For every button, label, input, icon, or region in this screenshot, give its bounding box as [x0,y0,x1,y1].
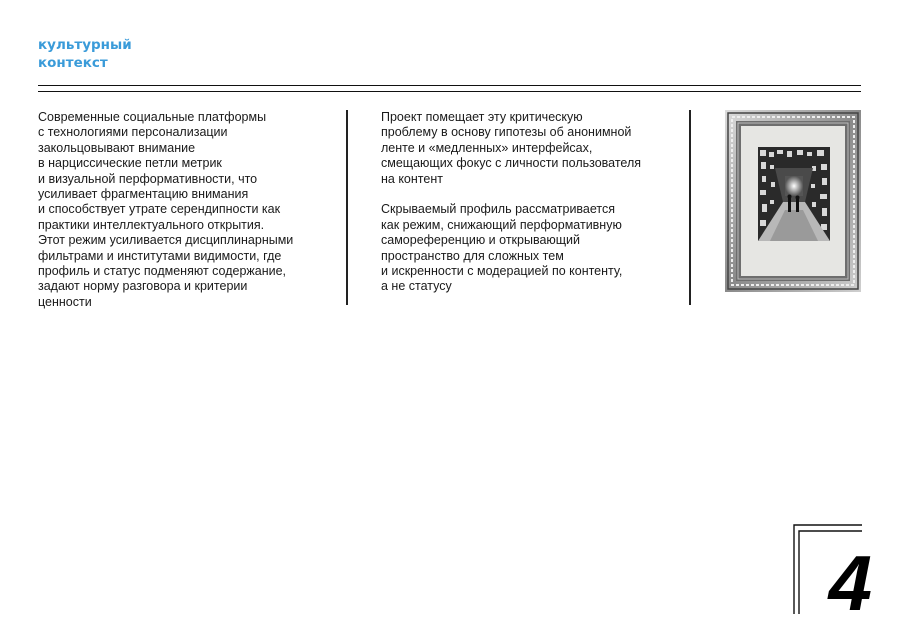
text-line: Скрываемый профиль рассматривается [381,202,616,217]
text-line: практики интеллектуального открытия. [38,217,265,232]
text-line: на контент [381,171,443,186]
text-line: профиль и статус подменяют содержание, [38,264,287,279]
text-line: задают норму разговора и критерии [38,279,248,294]
text-column-left [38,110,293,310]
text-line: Проект помещает эту критическую [381,110,583,124]
framed-picture-icon [725,110,861,292]
text-line: ленте и «медленных» интерфейсах, [381,140,593,155]
text-line: как режим, снижающий перформативную [381,217,622,232]
text-line: проблему в основу гипотезы об анонимной [381,125,632,140]
text-line: и способствует утрате серендипности как [38,202,281,217]
section-title-line-1: культурный [38,37,132,53]
text-line: закольцовывают внимание [38,140,196,155]
text-line: самореференцию и открывающий [381,233,581,248]
column-divider-2 [689,110,691,305]
top-rule-upper [38,85,861,86]
paragraph-gap [381,187,641,202]
text-line: и визуальной перформативности, что [38,171,258,186]
text-line: Современные социальные платформы [38,110,267,124]
text-column-middle [381,110,641,295]
top-rule-lower [38,91,861,92]
page-number: 4 [828,539,872,627]
text-line: фильтрами и институтами видимости, где [38,248,282,263]
text-line: смещающих фокус с личности пользователя [381,156,642,171]
column-divider-1 [346,110,348,305]
section-title-line-2: контекст [38,55,108,71]
section-title [38,36,132,72]
text-line: и искренности с модерацией по контенту, [381,264,623,279]
text-line: усиливает фрагментацию внимания [38,187,249,202]
text-line: в нарциссические петли метрик [38,156,222,171]
text-line: ценности [38,294,92,309]
text-line: пространство для сложных тем [381,248,564,263]
text-line: а не статусу [381,279,452,294]
text-line: с технологиями персонализации [38,125,228,140]
text-line: Этот режим усиливается дисциплинарными [38,233,294,248]
